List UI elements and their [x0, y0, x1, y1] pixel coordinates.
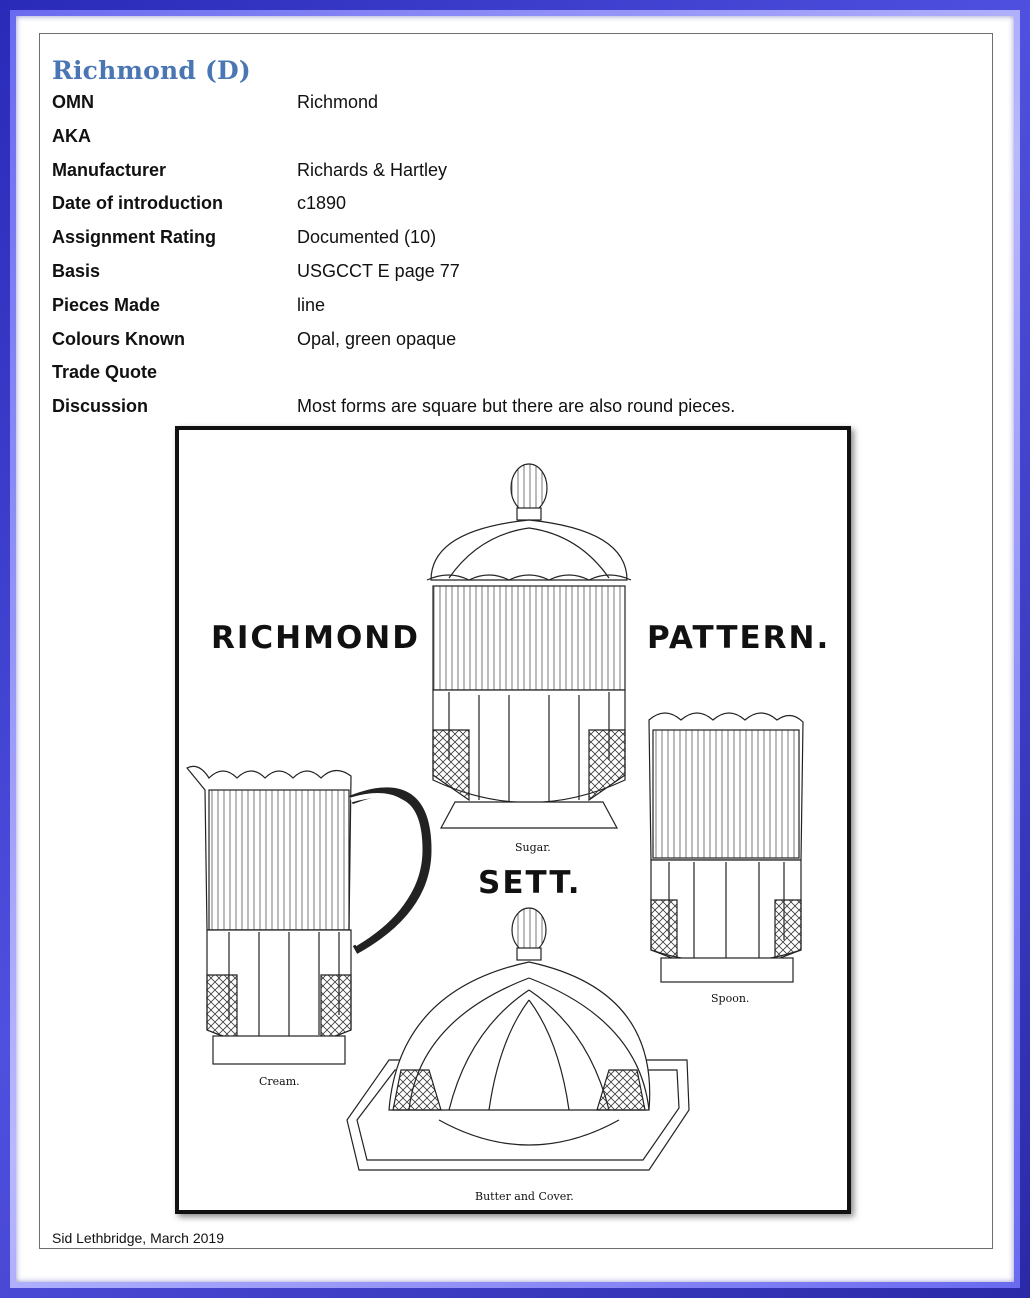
footer-credit: Sid Lethbridge, March 2019	[52, 1230, 224, 1246]
field-value: Richards & Hartley	[297, 160, 448, 180]
cream-pitcher-drawing	[187, 766, 427, 1064]
butter-dish-drawing	[347, 908, 689, 1170]
field-label: Basis	[52, 261, 101, 281]
caption-spoon: Spoon.	[711, 992, 750, 1005]
field-label: Colours Known	[52, 329, 185, 349]
field-row-omn	[52, 92, 952, 122]
catalogue-heading-center: SETT.	[478, 865, 582, 901]
sugar-bowl-drawing	[427, 464, 631, 828]
field-row-discussion	[52, 396, 952, 426]
field-label: Assignment Rating	[52, 227, 217, 247]
field-row-aka	[52, 126, 952, 156]
field-label: Pieces Made	[52, 295, 161, 315]
field-value: c1890	[297, 193, 347, 213]
field-value: USGCCT E page 77	[297, 261, 460, 281]
field-value: Documented (10)	[297, 227, 437, 247]
field-row-colours	[52, 329, 952, 359]
field-label: Discussion	[52, 396, 149, 416]
caption-cream: Cream.	[259, 1075, 300, 1088]
catalogue-heading-left: RICHMOND	[211, 620, 420, 656]
field-row-date	[52, 193, 952, 223]
field-label: Manufacturer	[52, 160, 167, 180]
catalogue-illustration	[175, 426, 851, 1214]
field-row-basis	[52, 261, 952, 291]
spoon-holder-drawing	[649, 713, 803, 982]
field-row-pieces	[52, 295, 952, 325]
field-value: line	[297, 295, 326, 315]
field-row-manufacturer	[52, 160, 952, 190]
field-label: OMN	[52, 92, 94, 112]
field-value: Richmond	[297, 92, 379, 112]
page-title: Richmond (D)	[52, 56, 251, 85]
field-label: Date of introduction	[52, 193, 223, 213]
catalogue-heading-right: PATTERN.	[647, 620, 831, 656]
field-label: Trade Quote	[52, 362, 158, 382]
field-row-trade-quote	[52, 362, 952, 392]
field-value: Opal, green opaque	[297, 329, 457, 349]
caption-butter: Butter and Cover.	[475, 1190, 574, 1203]
caption-sugar: Sugar.	[515, 841, 551, 854]
field-label: AKA	[52, 126, 91, 146]
document-page	[39, 33, 993, 1249]
field-value: Most forms are square but there are also round pieces.	[297, 396, 736, 416]
field-row-rating	[52, 227, 952, 257]
